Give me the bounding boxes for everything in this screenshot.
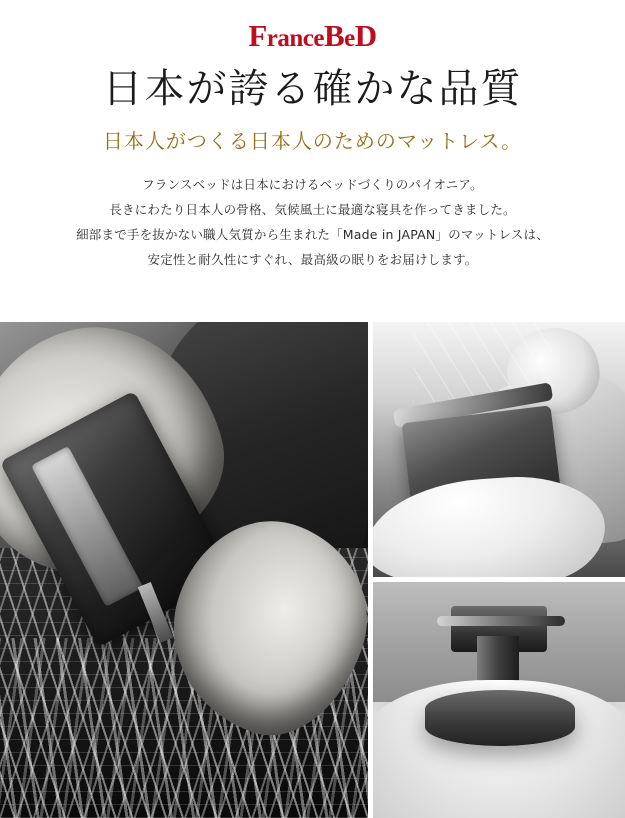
brand-logo [0,0,625,54]
body-line-1: フランスベッドは日本におけるベッドづくりのパイオニア。 [142,177,483,192]
body-line-2: 長きにわたり日本人の骨格、気候風土に最適な寝具を作ってきました。 [109,202,516,217]
photo-column-right [373,322,625,818]
brand-logo-part-f: F [248,18,267,53]
body-line-3: 細部まで手を抜かない職人気質から生まれた「Made in JAPAN」のマットレスは、 [76,227,549,242]
body-copy [33,172,593,272]
press-pin-shape [437,616,565,626]
press-base-shape [425,690,575,746]
durability-test-photo [373,582,625,818]
brand-logo-part-d: D [354,18,377,53]
photo-column-left [0,322,368,818]
sewing-machine-photo [373,322,625,577]
brand-logo-text [248,20,376,51]
brand-logo-part-b: B [323,18,345,53]
page-subtitle: 日本人がつくる日本人のためのマットレス。 [102,129,523,153]
brand-logo-part-e: e [344,25,355,52]
brand-logo-part-rance: rance [266,25,324,52]
page-title: 日本が誇る確かな品質 [102,66,523,112]
photo-grid [0,322,625,818]
spring-assembly-photo [0,322,368,818]
body-line-4: 安定性と耐久性にすぐれ、最高級の眠りをお届けします。 [147,252,478,267]
